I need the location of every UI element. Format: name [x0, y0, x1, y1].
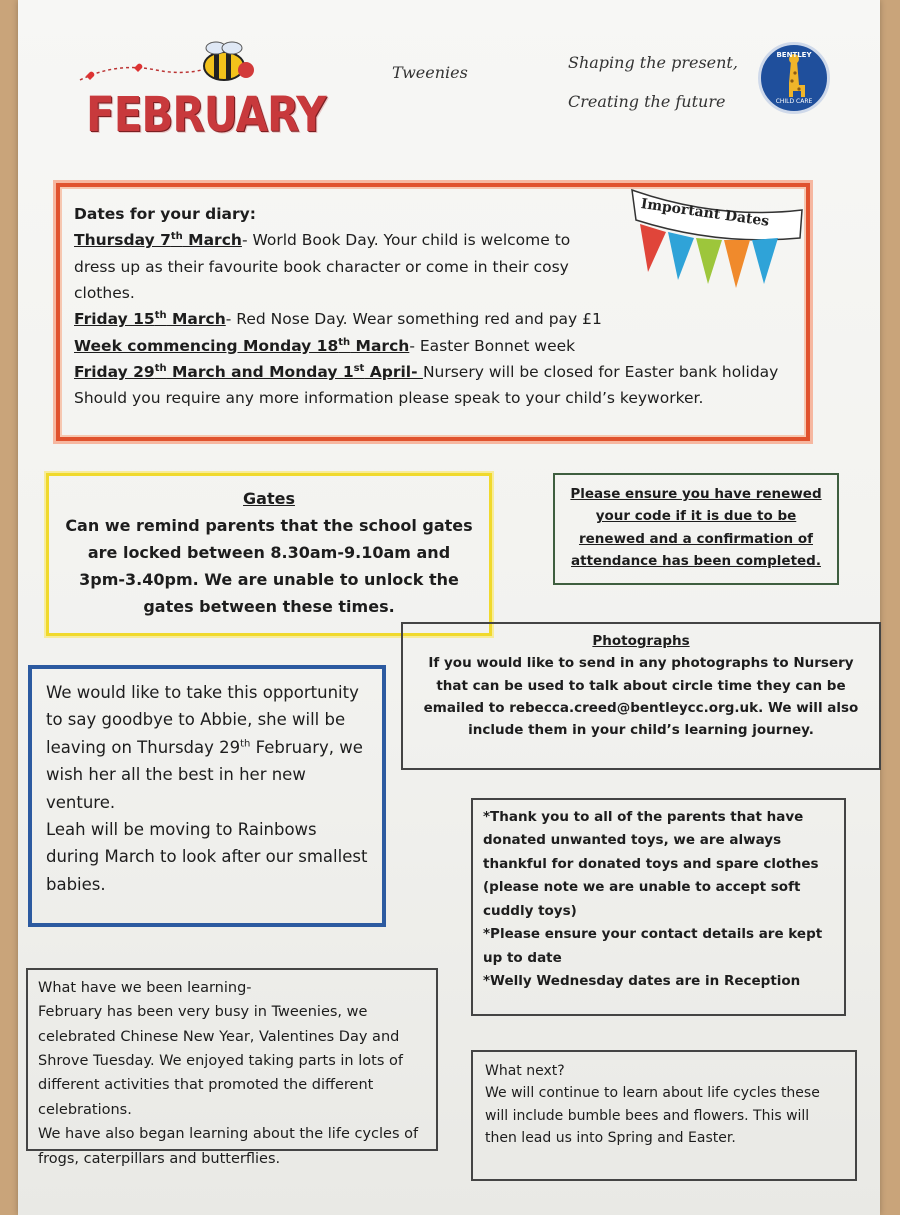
learning-paragraph: February has been very busy in Tweenies, we celebrated Chinese New Year, Valentines Day and Shrove Tuesday. We enjoyed taking parts in lots of different activities that promoted the different celebrations.	[38, 1004, 403, 1118]
date-item: Week commencing Monday 18th March- Easter Bonnet week	[74, 336, 576, 355]
logo-top-text: BENTLEY	[776, 51, 812, 59]
learning-paragraph: We have also began learning about the life cycles of frogs, caterpillars and butterflies.	[38, 1126, 419, 1167]
photographs-box	[401, 622, 881, 770]
bentley-logo	[758, 42, 830, 114]
notice-donations: *Thank you to all of the parents that have donated unwanted toys, we are always thankful for donated toys and spare clothes (please note we are unable to accept soft cuddly toys)	[483, 809, 819, 919]
dates-heading: Dates for your diary:	[74, 205, 256, 223]
month-title: FEBRUARY	[86, 86, 326, 143]
goodbye-box	[28, 665, 386, 927]
goodbye-paragraph: We would like to take this opportunity to say goodbye to Abbie, she will be leaving on Thursday 29th February, we wish her all the best in her new venture.	[46, 683, 363, 812]
gates-title: Gates	[243, 489, 295, 508]
date-item: Friday 15th March- Red Nose Day. Wear something red and pay £1	[74, 310, 602, 329]
important-dates-banner	[628, 180, 806, 300]
next-body: We will continue to learn about life cycles these will include bumble bees and flowers. This will then lead us into Spring and Easter.	[485, 1085, 820, 1147]
what-next-box	[471, 1050, 857, 1181]
photographs-body: If you would like to send in any photographs to Nursery that can be used to talk about circle time they can be emailed to rebecca.creed@bentleycc.org.uk. We will also include them in your child’s learning journey.	[423, 655, 859, 739]
logo-bottom-text: CHILD CARE	[775, 98, 813, 105]
notice-contact-details: *Please ensure your contact details are kept up to date	[483, 926, 823, 966]
banner-text: Important Dates	[639, 196, 771, 230]
notice-welly-wednesday: *Welly Wednesday dates are in Reception	[483, 973, 801, 990]
gates-box	[46, 473, 492, 636]
gates-body: Can we remind parents that the school gates are locked between 8.30am-9.10am and 3pm-3.40pm. We are unable to unlock the gates between these times.	[65, 515, 473, 616]
learning-box	[26, 968, 438, 1167]
motto-line-2: Creating the future	[568, 92, 726, 111]
room-name: Tweenies	[392, 63, 468, 82]
motto-line-1: Shaping the present,	[568, 53, 738, 72]
bee-hearts-icon	[76, 40, 266, 92]
renew-code-box	[553, 473, 839, 585]
next-title: What next?	[485, 1063, 565, 1079]
learning-title: What have we been learning-	[38, 980, 252, 996]
photographs-title: Photographs	[592, 633, 690, 649]
date-item: Thursday 7th March- World Book Day. Your child is welcome to dress up as their favourite book character or come in their cosy clothes.	[74, 231, 571, 303]
move-paragraph: Leah will be moving to Rainbows during March to look after our smallest babies.	[46, 819, 368, 894]
renew-body: Please ensure you have renewed your code if it is due to be renewed and a confirmation of attendance has been completed.	[570, 486, 822, 570]
notices-box	[471, 798, 846, 1016]
date-item: Friday 29th March and Monday 1st April- Nursery will be closed for Easter bank holiday	[74, 362, 779, 382]
dates-footer: Should you require any more information please speak to your child’s keyworker.	[74, 389, 704, 408]
